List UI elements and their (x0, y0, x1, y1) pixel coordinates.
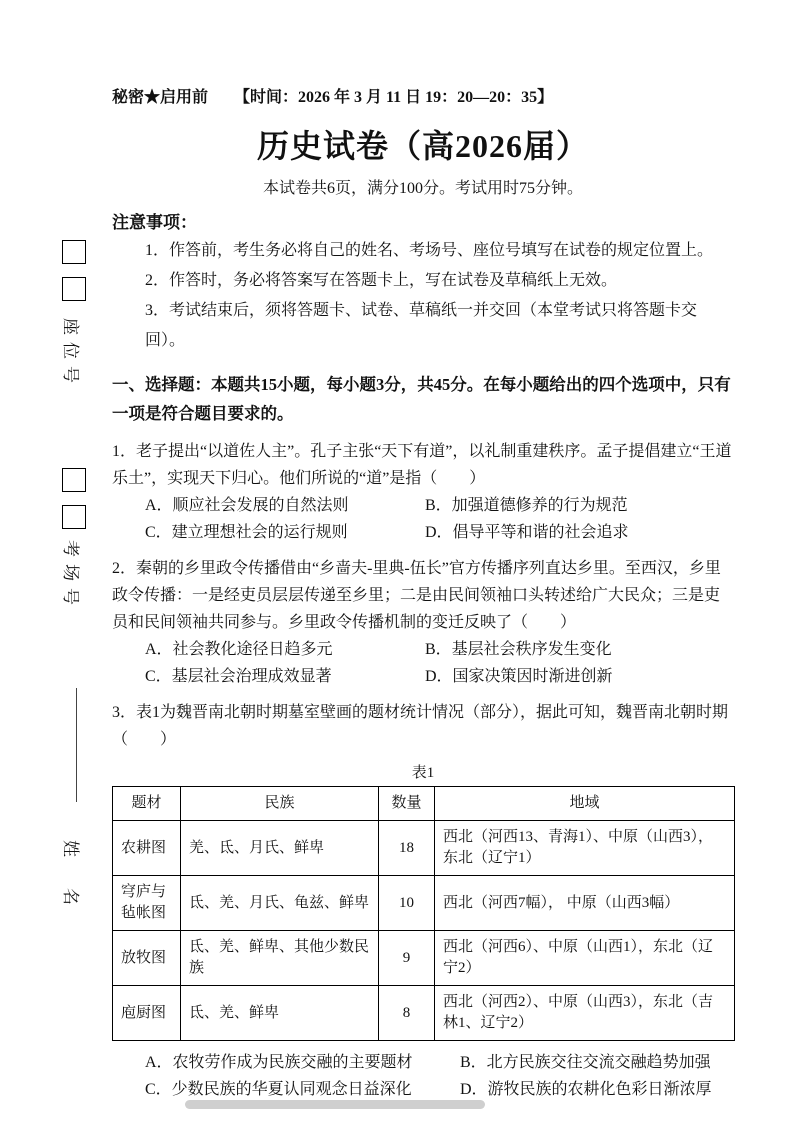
bottom-scrollbar[interactable] (185, 1100, 485, 1109)
page-header (112, 88, 734, 108)
notice-item-1: 1．作答前，考生务必将自己的姓名、考场号、座位号填写在试卷的规定位置上。 (145, 242, 714, 259)
question-1-stem: 1．老子提出“以道佐人主”。孔子主张“天下有道”，以礼制重建秩序。孟子提倡建立“王道乐土”，实现天下归心。他们所说的“道”是指（ ） (112, 443, 732, 487)
exam-content (112, 88, 734, 1103)
question-3-option-c: C．少数民族的华夏认同观念日益深化 (145, 1081, 412, 1098)
table-caption: 表1 (411, 765, 435, 781)
table-header-ethnicity: 民族 (181, 787, 379, 821)
question-2-option-d: D．国家决策因时渐进创新 (425, 668, 613, 685)
question-3-stem: 3．表1为魏晋南北朝时期墓室壁画的题材统计情况（部分），据此可知，魏晋南北朝时期（ ） (112, 704, 729, 748)
table-header-region: 地域 (435, 787, 735, 821)
question-1-options (112, 492, 734, 546)
table-cell-count: 8 (379, 986, 435, 1041)
question-2 (112, 555, 734, 690)
table-cell-region: 西北（河西13、青海1）、中原（山西3），东北（辽宁1） (435, 821, 735, 876)
name-label: 姓 名 (61, 840, 80, 912)
room-number-box-2 (62, 505, 86, 529)
notice-item-3: 3．考试结束后，须将答题卡、试卷、草稿纸一并交回（本堂考试只将答题卡交回）。 (145, 302, 698, 349)
question-2-stem: 2．秦朝的乡里政令传播借由“乡啬夫-里典-伍长”官方传播序列直达乡里。至西汉，乡里政令传播：一是经吏员层层传递至乡里；二是由民间领袖口头转述给广大民众；三是吏员和民间领袖共同参与。乡里政令传播机制的变迁反映了（ ） (112, 560, 721, 631)
question-2-option-c: C．基层社会治理成效显著 (145, 668, 332, 685)
question-2-option-b: B．基层社会秩序发生变化 (425, 641, 612, 658)
question-1-option-b: B．加强道德修养的行为规范 (425, 497, 628, 514)
table-row (113, 931, 735, 986)
exam-title: 历史试卷（高2026届） (256, 128, 589, 164)
table-cell-count: 9 (379, 931, 435, 986)
table-cell-region: 西北（河西7幅）， 中原（山西3幅） (435, 876, 735, 931)
table-row (113, 986, 735, 1041)
table-row (113, 821, 735, 876)
table-header-theme: 题材 (113, 787, 181, 821)
question-3-option-a: A．农牧劳作成为民族交融的主要题材 (145, 1054, 413, 1071)
notice-heading: 注意事项： (112, 213, 197, 232)
exam-subtitle: 本试卷共6页，满分100分。考试用时75分钟。 (262, 180, 583, 197)
room-number-label: 考场号 (61, 540, 80, 612)
table-cell-theme: 放牧图 (113, 931, 181, 986)
table-cell-theme: 农耕图 (113, 821, 181, 876)
question-1-option-c: C．建立理想社会的运行规则 (145, 524, 348, 541)
section-heading: 一、选择题：本题共15小题，每小题3分，共45分。在每小题给出的四个选项中，只有一项是符合题目要求的。 (112, 375, 731, 423)
question-3-option-d: D．游牧民族的农耕化色彩日渐浓厚 (460, 1081, 712, 1098)
secrecy-label: 秘密★启用前 (112, 89, 209, 106)
table-cell-ethnicity: 氐、羌、月氏、龟兹、鲜卑 (181, 876, 379, 931)
table-header-row (113, 787, 735, 821)
notice-item-2: 2．作答时，务必将答案写在答题卡上，写在试卷及草稿纸上无效。 (145, 272, 618, 289)
seat-number-box-1 (62, 240, 86, 264)
question-2-options (112, 636, 734, 690)
room-number-box-1 (62, 468, 86, 492)
question-3-option-b: B．北方民族交往交流交融趋势加强 (460, 1054, 711, 1071)
name-write-line (76, 688, 77, 802)
table-cell-ethnicity: 氐、羌、鲜卑 (181, 986, 379, 1041)
table-cell-ethnicity: 羌、氐、月氏、鲜卑 (181, 821, 379, 876)
question-3 (112, 699, 734, 753)
table-cell-region: 西北（河西2）、中原（山西3），东北（吉林1、辽宁2） (435, 986, 735, 1041)
seat-number-label: 座位号 (61, 318, 80, 390)
seat-number-box-2 (62, 277, 86, 301)
question-3-options (112, 1049, 734, 1103)
table-cell-theme: 穹庐与毡帐图 (113, 876, 181, 931)
table-cell-count: 18 (379, 821, 435, 876)
table-cell-theme: 庖厨图 (113, 986, 181, 1041)
question-1-option-d: D．倡导平等和谐的社会追求 (425, 524, 629, 541)
question-1-option-a: A．顺应社会发展的自然法则 (145, 497, 349, 514)
table-header-count: 数量 (379, 787, 435, 821)
question-2-option-a: A．社会教化途径日趋多元 (145, 641, 333, 658)
question-1 (112, 438, 734, 546)
exam-time-label: 【时间：2026 年 3 月 11 日 19：20—20：35】 (234, 89, 554, 106)
table-1 (112, 786, 735, 1041)
table-row (113, 876, 735, 931)
table-cell-region: 西北（河西6）、中原（山西1），东北（辽宁2） (435, 931, 735, 986)
table-cell-count: 10 (379, 876, 435, 931)
table-cell-ethnicity: 氐、羌、鲜卑、其他少数民族 (181, 931, 379, 986)
